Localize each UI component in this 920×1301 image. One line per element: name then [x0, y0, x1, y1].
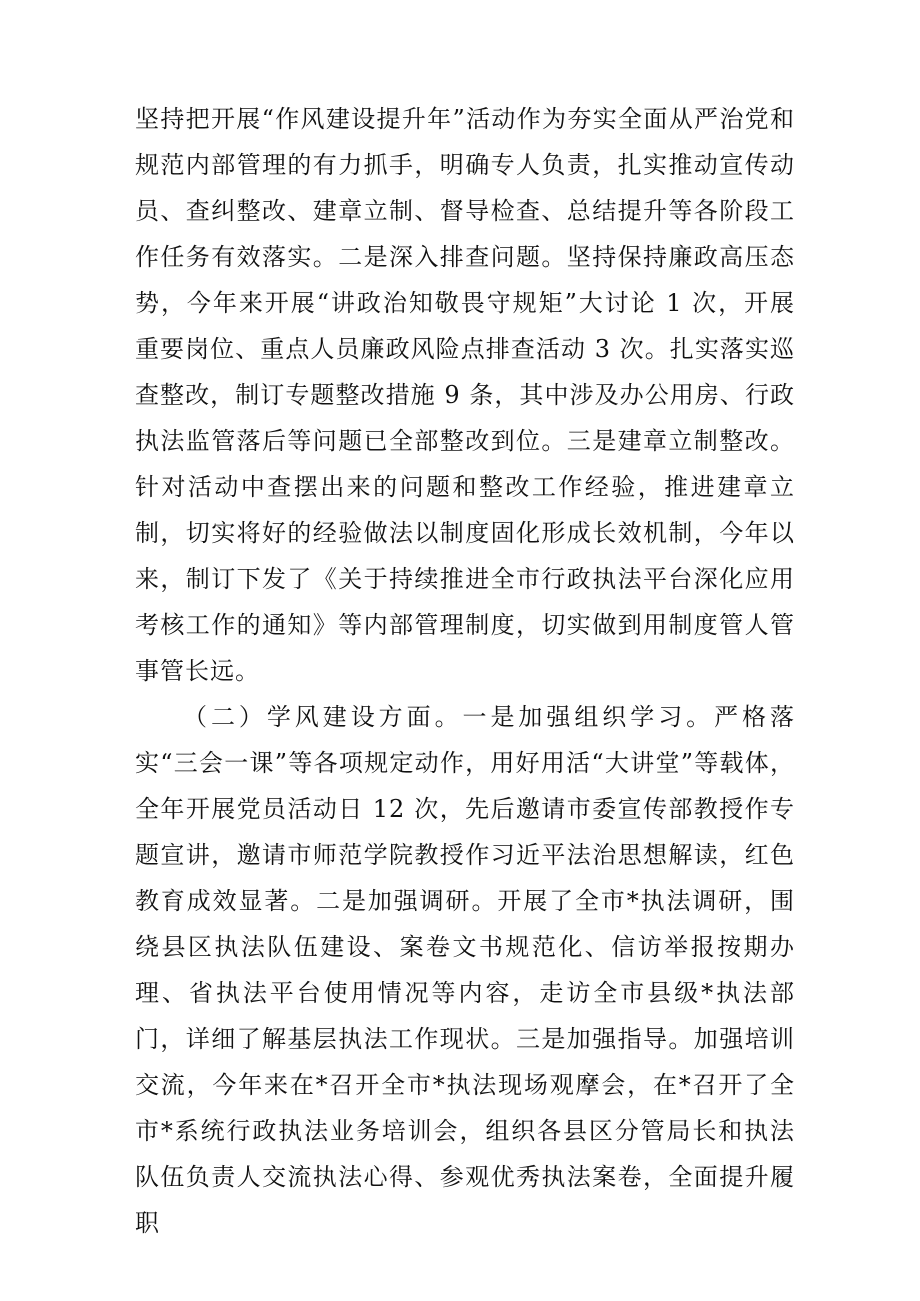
paragraph-study-style: （二）学风建设方面。一是加强组织学习。严格落实“三会一课”等各项规定动作，用好用活“大讲堂”等载体，全年开展党员活动日 12 次，先后邀请市委宣传部教授作专题宣讲，邀请市师范学院教授作习近平法治思想解读，红色教育成效显著。二是加强调研。开展了全市*执法调研，围绕县区执法队伍建设、案卷文书规范化、信访举报按期办理、省执法平台使用情况等内容，走访全市县级*执法部门，详细了解基层执法工作现状。三是加强指导。加强培训交流，今年来在*召开全市*执法现场观摩会，在*召开了全市*系统行政执法业务培训会，组织各县区分管局长和执法队伍负责人交流执法心得、参观优秀执法案卷，全面提升履职 — [135, 703, 795, 1237]
document-body — [135, 96, 795, 1246]
paragraph-continued: 坚持把开展“作风建设提升年”活动作为夯实全面从严治党和规范内部管理的有力抓手，明确专人负责，扎实推动宣传动员、查纠整改、建章立制、督导检查、总结提升等各阶段工作任务有效落实。二是深入排查问题。坚持保持廉政高压态势，今年来开展“讲政治知敬畏守规矩”大讨论 1 次，开展重要岗位、重点人员廉政风险点排查活动 3 次。扎实落实巡查整改，制订专题整改措施 9 条，其中涉及办公用房、行政执法监管落后等问题已全部整改到位。三是建章立制整改。针对活动中查摆出来的问题和整改工作经验，推进建章立制，切实将好的经验做法以制度固化形成长效机制，今年以来，制订下发了《关于持续推进全市行政执法平台深化应用考核工作的通知》等内部管理制度，切实做到用制度管人管事管长远。 — [135, 105, 795, 685]
